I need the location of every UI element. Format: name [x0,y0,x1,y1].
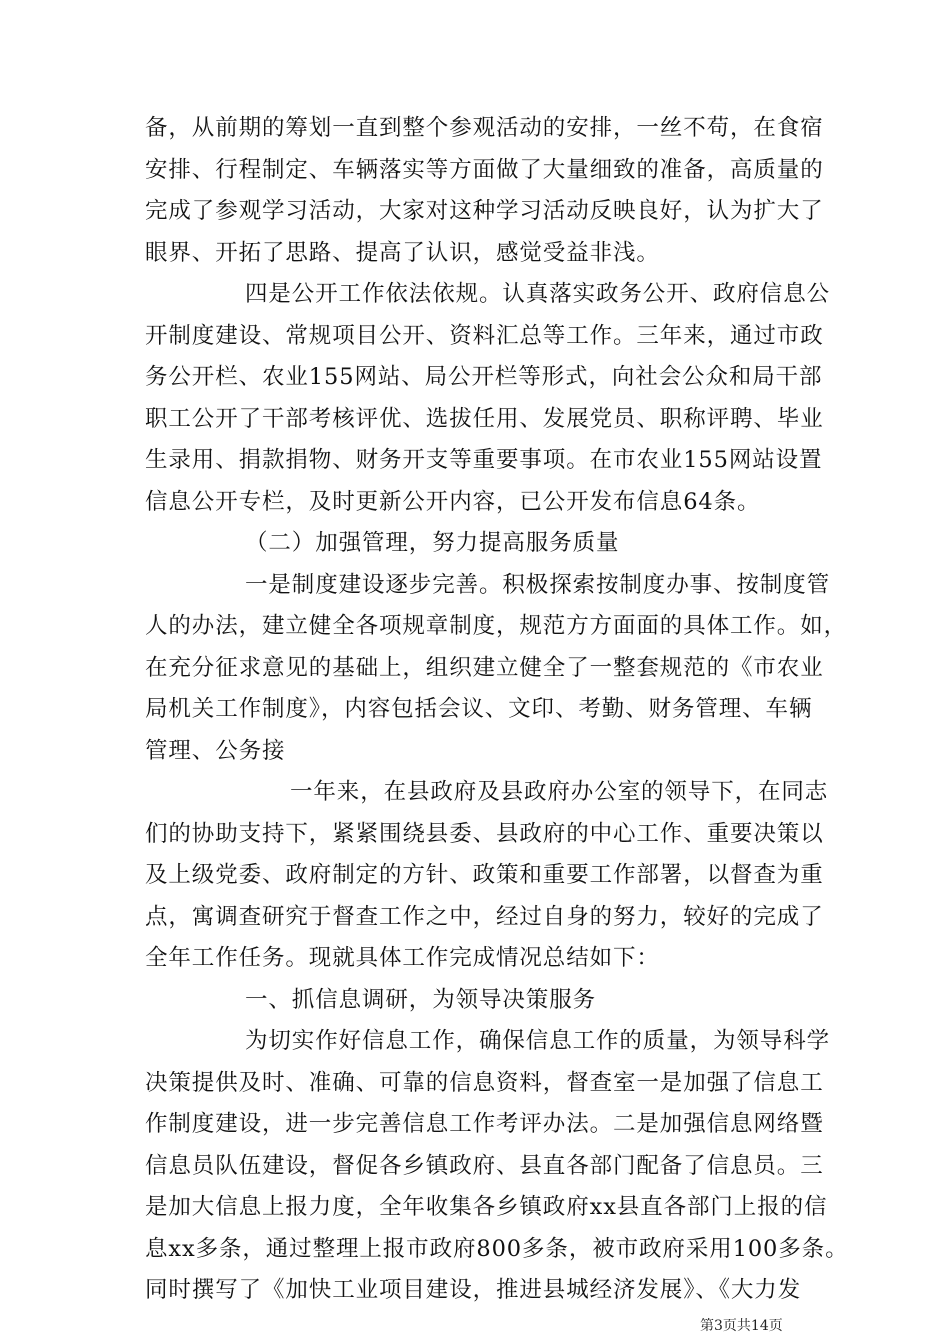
text-line: 四是公开工作依法依规。认真落实政务公开、政府信息公 [245,281,831,307]
text-line: 在充分征求意见的基础上，组织建立健全了一整套规范的《市农业 [145,654,824,681]
section-heading: （二）加强管理，努力提高服务质量 [245,530,620,556]
text-line: 同时撰写了《加快工业项目建设，推进县城经济发展》、《大力发 [145,1277,802,1303]
text-line: 职工公开了干部考核评优、选拔任用、发展党员、职称评聘、毕业 [145,405,824,432]
text-line: 开制度建设、常规项目公开、资料汇总等工作。三年来，通过市政 [145,322,824,349]
text-line: 点，寓调查研究于督查工作之中，经过自身的努力，较好的完成了 [145,903,824,930]
text-line: 一是制度建设逐步完善。积极探索按制度办事、按制度管 [245,571,831,598]
page-number-footer: 第3页共14页 [700,1317,783,1334]
text-line: 务公开栏、农业155网站、局公开栏等形式，向社会公众和局干部 [145,364,823,390]
text-line: 人的办法，建立健全各项规章制度，规范方方面面的具体工作。如， [145,613,848,639]
text-line: 备，从前期的筹划一直到整个参观活动的安排，一丝不苟，在食宿 [145,115,824,141]
text-line: 信息员队伍建设，督促各乡镇政府、县直各部门配备了信息员。三 [145,1152,824,1179]
text-line: 完成了参观学习活动，大家对这种学习活动反映良好，认为扩大了 [145,198,824,224]
text-line: 是加大信息上报力度，全年收集各乡镇政府xx县直各部门上报的信 [145,1194,828,1220]
text-line: 决策提供及时、准确、可靠的信息资料，督查室一是加强了信息工 [145,1069,824,1096]
text-line: 息xx多条，通过整理上报市政府800多条，被市政府采用100多条。 [145,1235,849,1262]
section-heading: 一、抓信息调研，为领导决策服务 [245,986,597,1013]
text-line: 安排、行程制定、车辆落实等方面做了大量细致的准备，高质量的 [145,156,824,183]
text-line: 生录用、捐款捐物、财务开支等重要事项。在市农业155网站设置 [145,447,823,473]
text-line: 局机关工作制度》，内容包括会议、文印、考勤、财务管理、车辆 [145,696,813,722]
text-line: 为切实作好信息工作，确保信息工作的质量，为领导科学 [245,1028,831,1054]
text-line: 全年工作任务。现就具体工作完成情况总结如下： [145,945,660,971]
text-line: 作制度建设，进一步完善信息工作考评办法。二是加强信息网络暨 [145,1111,824,1137]
text-line: 一年来，在县政府及县政府办公室的领导下，在同志 [290,779,829,805]
text-line: 管理、公务接 [145,737,286,764]
text-line: 信息公开专栏，及时更新公开内容，已公开发布信息64条。 [145,488,761,515]
text-line: 及上级党委、政府制定的方针、政策和重要工作部署，以督查为重 [145,862,824,888]
text-line: 们的协助支持下，紧紧围绕县委、县政府的中心工作、重要决策以 [145,820,824,847]
text-line: 眼界、开拓了思路、提高了认识，感觉受益非浅。 [145,239,660,266]
